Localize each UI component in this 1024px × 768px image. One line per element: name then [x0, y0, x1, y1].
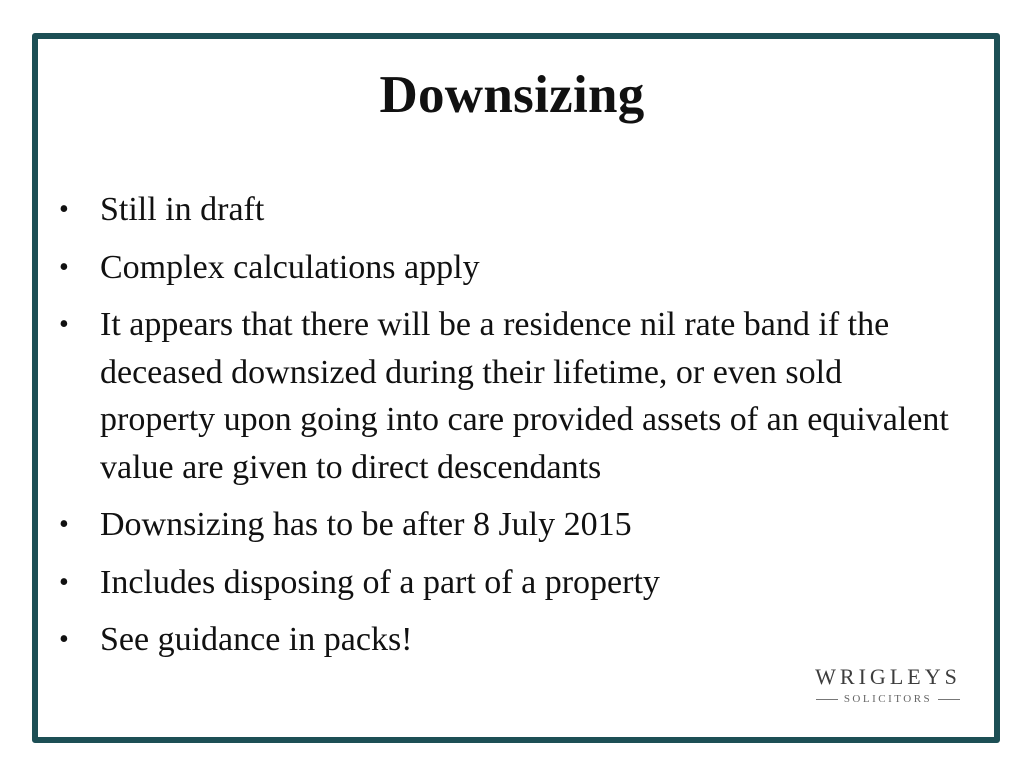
bullet-icon: • [59, 194, 69, 225]
bullet-icon: • [59, 309, 69, 340]
bullet-item [59, 244, 960, 292]
bullet-item [59, 501, 960, 549]
bullet-text: Includes disposing of a part of a property [100, 563, 660, 601]
bullet-icon: • [59, 624, 69, 655]
bullet-item [59, 301, 960, 491]
bullet-icon: • [59, 566, 69, 598]
logo-tagline: SOLICITORS [843, 693, 933, 705]
logo-rule-right [938, 699, 960, 700]
bullet-icon: • [59, 251, 69, 283]
bullet-text: Complex calculations apply [100, 248, 480, 286]
logo-rule-left [816, 699, 838, 700]
bullet-icon: • [59, 509, 69, 540]
bullet-text: Still in draft [100, 191, 265, 228]
bullet-text: It appears that there will be a residence nil rate band if the deceased downsized during their lifetime, or even sold property upon going into care provided assets of an equivalent value are given to direct descendants [100, 306, 949, 486]
logo-tagline-row [808, 691, 968, 707]
bullet-item [59, 186, 960, 234]
bullet-text: See guidance in packs! [100, 621, 413, 658]
bullet-item [59, 616, 960, 664]
wrigleys-logo [808, 665, 968, 709]
bullet-text: Downsizing has to be after 8 July 2015 [100, 506, 632, 543]
logo-brand: WRIGLEYS [815, 664, 961, 689]
bullet-list [59, 186, 960, 674]
bullet-item [59, 559, 960, 607]
slide-title: Downsizing [379, 66, 645, 124]
